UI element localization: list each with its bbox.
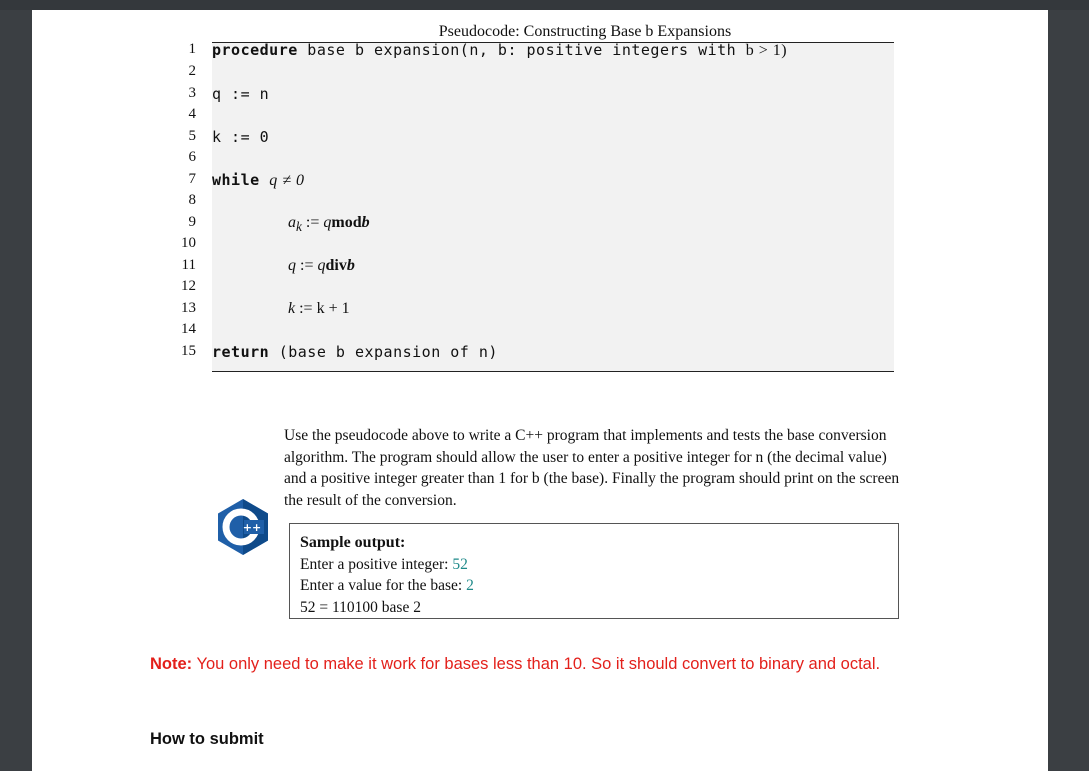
sample-output-box [289, 523, 899, 619]
line-number: 11 [181, 257, 196, 273]
sample-result-line: 52 = 110100 base 2 [300, 598, 421, 616]
code-line [172, 321, 912, 341]
math-statement: k := k + 1 [288, 300, 350, 317]
sample-output-heading: Sample output: [300, 534, 406, 551]
svg-text:++: ++ [242, 521, 262, 534]
sample-line-1: Enter a positive integer: 52 [300, 555, 468, 573]
code-line [172, 343, 912, 363]
note-text: You only need to make it work for bases less than 10. So it should convert to binary and octal. [192, 655, 881, 673]
sample-input-value: 2 [466, 577, 474, 594]
math-statement: q := qdivb [288, 257, 355, 274]
code-line [172, 171, 912, 191]
viewer-top-bar [0, 0, 1089, 10]
code-line [172, 257, 912, 277]
return-expression: (base b expansion of n) [269, 343, 498, 361]
math-condition: b > 1) [745, 42, 788, 59]
math-statement: $a_k$ := qmodb [288, 214, 370, 235]
how-to-submit-heading: How to submit [150, 730, 264, 748]
sample-line-2: Enter a value for the base: 2 [300, 577, 474, 594]
note-paragraph [150, 651, 950, 678]
line-number: 12 [181, 278, 196, 294]
line-number: 3 [188, 85, 196, 101]
code-line [172, 300, 912, 320]
line-number: 13 [181, 300, 196, 316]
code-line [172, 85, 912, 105]
line-number: 15 [181, 343, 196, 359]
code-line [172, 41, 912, 61]
keyword-while: while [212, 171, 260, 189]
code-statement: k := 0 [212, 128, 270, 146]
code-line [172, 63, 912, 83]
code-line [172, 128, 912, 148]
code-statement: q := n [212, 85, 270, 103]
line-number: 14 [181, 321, 196, 337]
document-page [32, 10, 1048, 771]
algorithm-bottom-rule [212, 371, 894, 372]
assignment-description: Use the pseudocode above to write a C++ program that implements and tests the base conversion algorithm. The program should allow the user to enter a positive integer for n (the decimal value) and a positive integer greater than 1 for b (the base). Finally the program should print on the screen the result of the conversion. [284, 427, 900, 509]
code-line [172, 278, 912, 298]
keyword-procedure: procedure [212, 41, 298, 59]
code-line [172, 192, 912, 212]
line-number: 2 [188, 63, 196, 79]
code-line [172, 214, 912, 234]
line-number: 8 [188, 192, 196, 208]
code-line [172, 149, 912, 169]
line-number: 6 [188, 149, 196, 165]
procedure-signature: base b expansion(n, b: positive integers with [297, 41, 746, 59]
line-number: 1 [188, 41, 196, 57]
line-number: 5 [188, 128, 196, 144]
line-number: 9 [188, 214, 196, 230]
code-line [172, 235, 912, 255]
sample-input-value: 52 [452, 555, 468, 573]
code-line [172, 106, 912, 126]
line-number: 4 [188, 106, 196, 122]
note-label: Note: [150, 655, 193, 673]
cpp-logo-icon [214, 498, 272, 556]
math-condition: q ≠ 0 [269, 172, 305, 189]
algorithm-title: Pseudocode: Constructing Base b Expansions [438, 23, 732, 40]
line-number: 10 [181, 235, 196, 251]
keyword-return: return [212, 343, 270, 361]
line-number: 7 [188, 171, 196, 187]
